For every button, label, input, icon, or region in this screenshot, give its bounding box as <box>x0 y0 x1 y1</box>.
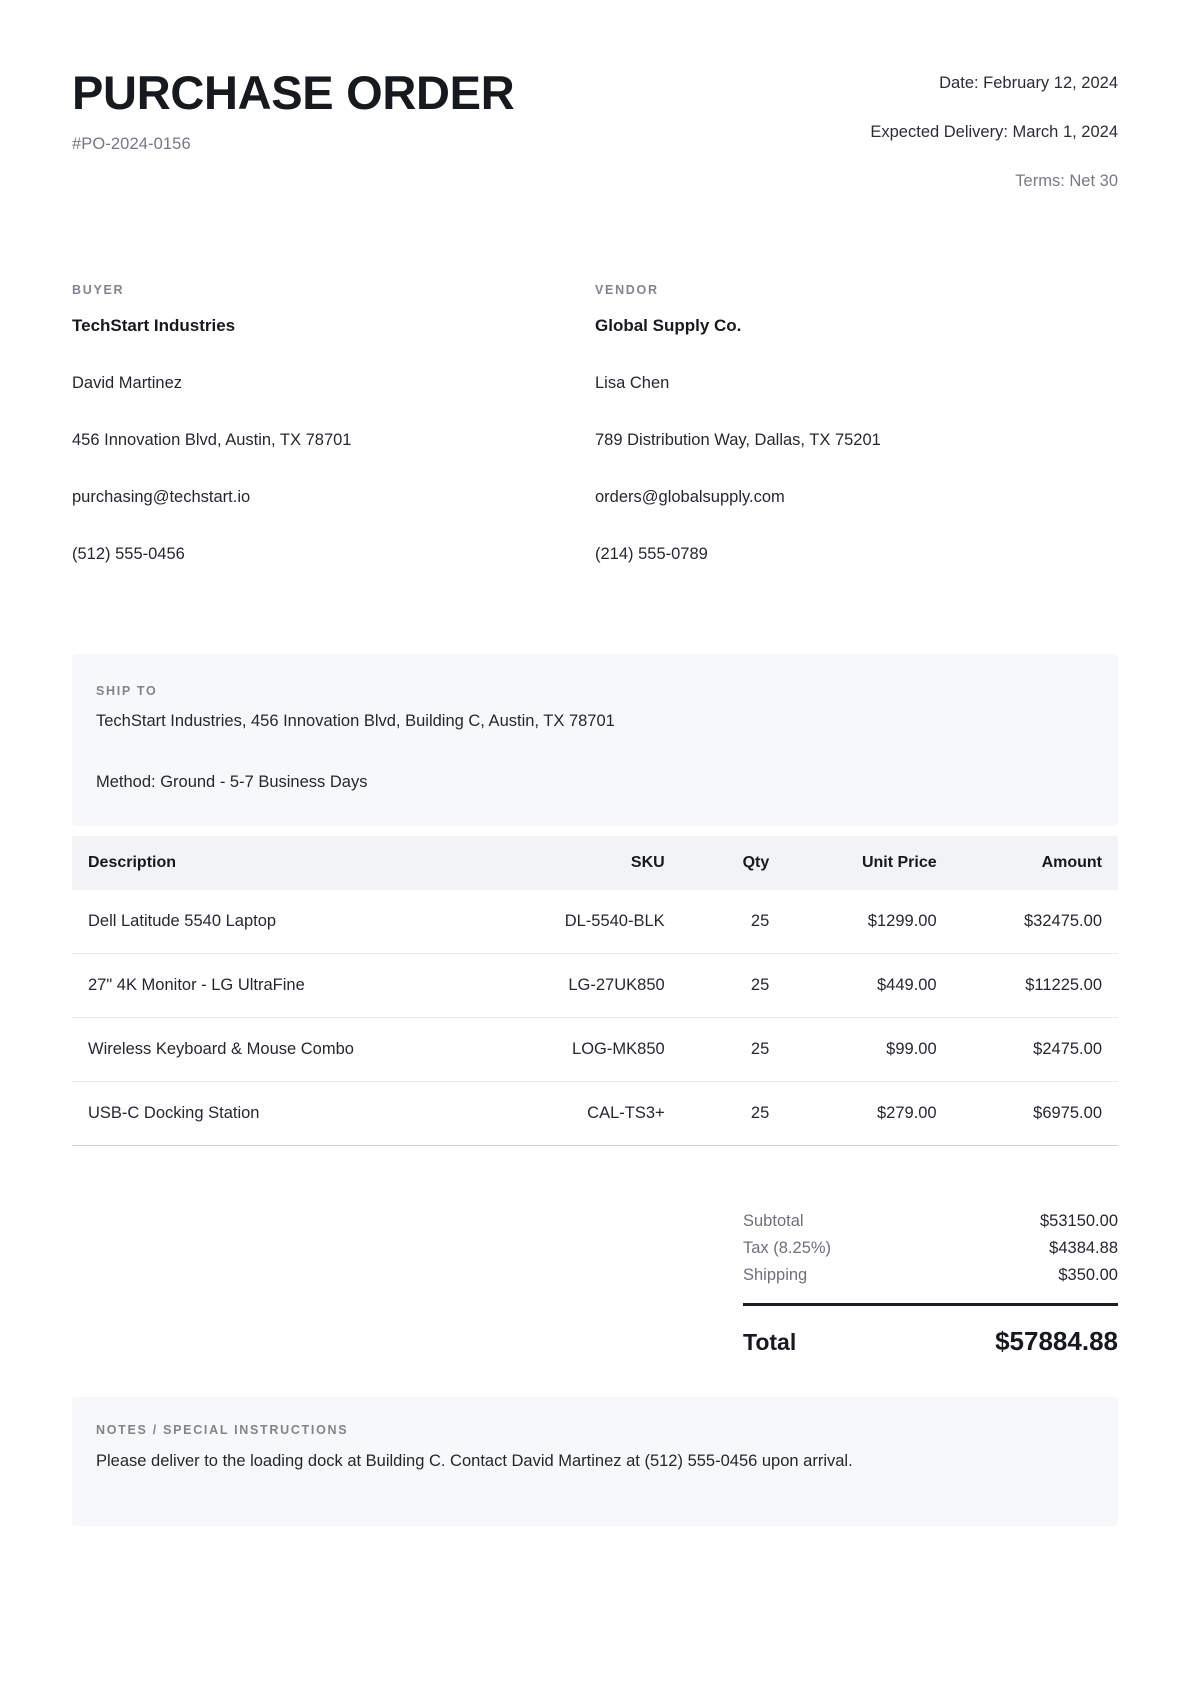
item-amount: $11225.00 <box>951 954 1118 1018</box>
tax-label: Tax (8.25%) <box>743 1239 832 1257</box>
grand-total-row <box>743 1306 1118 1357</box>
vendor-company: Global Supply Co. <box>595 316 742 335</box>
table-row <box>72 954 1118 1018</box>
ship-to-method: Method: Ground - 5-7 Business Days <box>96 773 368 791</box>
table-row <box>72 1018 1118 1082</box>
vendor-email: orders@globalsupply.com <box>595 488 785 506</box>
item-sku: LG-27UK850 <box>501 954 679 1018</box>
vendor-block <box>595 283 1118 564</box>
item-amount: $2475.00 <box>951 1018 1118 1082</box>
table-header-row <box>72 836 1118 890</box>
ship-to-panel <box>72 654 1118 826</box>
grand-total-value: $57884.88 <box>995 1326 1118 1356</box>
table-row <box>72 890 1118 954</box>
line-items-table <box>72 836 1118 1146</box>
item-sku: LOG-MK850 <box>501 1018 679 1082</box>
buyer-phone: (512) 555-0456 <box>72 545 185 563</box>
ship-to-address: TechStart Industries, 456 Innovation Blvd, Building C, Austin, TX 78701 <box>96 712 615 730</box>
vendor-contact: Lisa Chen <box>595 374 670 392</box>
vendor-label: VENDOR <box>595 283 659 297</box>
item-description: USB-C Docking Station <box>72 1082 501 1146</box>
notes-text: Please deliver to the loading dock at Building C. Contact David Martinez at (512) 555-0456 upon arrival. <box>96 1452 853 1470</box>
buyer-block <box>72 283 595 564</box>
table-header <box>72 836 1118 890</box>
parties-section <box>72 283 1118 564</box>
buyer-company: TechStart Industries <box>72 316 236 335</box>
item-unit-price: $1299.00 <box>783 890 950 954</box>
buyer-address: 456 Innovation Blvd, Austin, TX 78701 <box>72 431 352 449</box>
payment-terms: Terms: Net 30 <box>1015 172 1118 190</box>
po-number: #PO-2024-0156 <box>72 134 191 153</box>
item-description: Wireless Keyboard & Mouse Combo <box>72 1018 501 1082</box>
column-header-amount: Amount <box>951 836 1118 890</box>
table-body <box>72 890 1118 1146</box>
subtotal-value: $53150.00 <box>1040 1212 1118 1230</box>
item-qty: 25 <box>679 1082 784 1146</box>
notes-label: NOTES / SPECIAL INSTRUCTIONS <box>96 1423 349 1437</box>
column-header-qty: Qty <box>679 836 784 890</box>
item-description: 27" 4K Monitor - LG UltraFine <box>72 954 501 1018</box>
ship-to-label: SHIP TO <box>96 684 158 698</box>
item-amount: $6975.00 <box>951 1082 1118 1146</box>
expected-delivery: Expected Delivery: March 1, 2024 <box>870 123 1118 141</box>
subtotal-row <box>743 1208 1118 1235</box>
table-row <box>72 1082 1118 1146</box>
buyer-contact: David Martinez <box>72 374 183 392</box>
shipping-label: Shipping <box>743 1266 808 1284</box>
vendor-address: 789 Distribution Way, Dallas, TX 75201 <box>595 431 881 449</box>
totals-block <box>743 1208 1118 1357</box>
tax-value: $4384.88 <box>1049 1239 1118 1257</box>
tax-row <box>743 1235 1118 1262</box>
buyer-email: purchasing@techstart.io <box>72 488 251 506</box>
column-header-unit-price: Unit Price <box>783 836 950 890</box>
item-qty: 25 <box>679 1018 784 1082</box>
header-meta <box>870 58 1118 191</box>
item-description: Dell Latitude 5540 Laptop <box>72 890 501 954</box>
shipping-row <box>743 1262 1118 1289</box>
item-unit-price: $99.00 <box>783 1018 950 1082</box>
item-sku: DL-5540-BLK <box>501 890 679 954</box>
shipping-value: $350.00 <box>1058 1266 1118 1284</box>
title-block <box>72 58 514 154</box>
subtotal-label: Subtotal <box>743 1212 804 1230</box>
grand-total-label: Total <box>743 1329 797 1355</box>
vendor-phone: (214) 555-0789 <box>595 545 708 563</box>
totals-section <box>72 1208 1118 1357</box>
column-header-description: Description <box>72 836 501 890</box>
page-title: PURCHASE ORDER <box>72 66 515 119</box>
column-header-sku: SKU <box>501 836 679 890</box>
item-qty: 25 <box>679 954 784 1018</box>
item-unit-price: $449.00 <box>783 954 950 1018</box>
item-unit-price: $279.00 <box>783 1082 950 1146</box>
buyer-label: BUYER <box>72 283 125 297</box>
notes-panel <box>72 1397 1118 1526</box>
item-sku: CAL-TS3+ <box>501 1082 679 1146</box>
item-amount: $32475.00 <box>951 890 1118 954</box>
document-header <box>72 58 1118 191</box>
item-qty: 25 <box>679 890 784 954</box>
order-date: Date: February 12, 2024 <box>939 74 1118 92</box>
